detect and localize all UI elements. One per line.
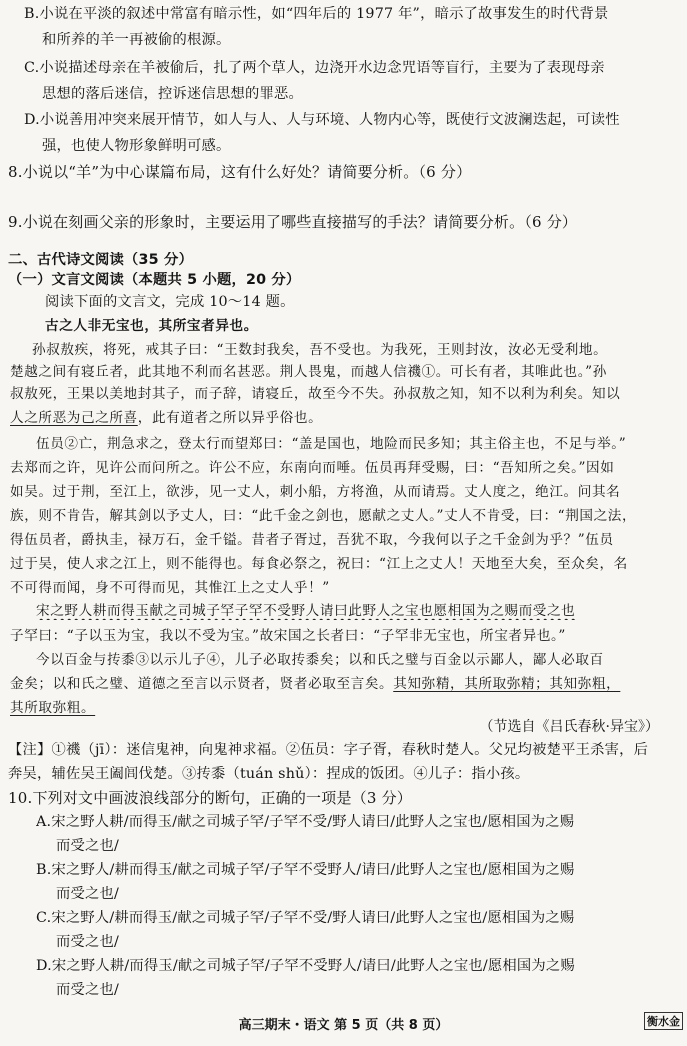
passage-line: [10, 410, 679, 427]
passage-line: 子罕曰：“子以玉为宝，我以不受为宝。”故宋国之长者曰：“子罕非无宝也，所宝者异也。”: [10, 628, 566, 644]
passage-line: [10, 676, 679, 693]
option-a-line1: A.宋之野人耕/而得玉/献之司城子罕/子罕不受/野人请曰/此野人之宝也/愿相国为之赐: [36, 814, 575, 830]
passage-line: 族，则不肯告，解其剑以予丈人，曰：“此千金之剑也，愿献之丈人。”丈人不肯受，曰：“荆国之法，: [10, 508, 637, 524]
option-c-line1: C.小说描述母亲在羊被偷后，扎了两个草人，边浇开水边念咒语等盲行，主要为了表现母亲: [24, 60, 605, 76]
passage-line: 过于吴，使人求之江上，则不能得也。每食必祭之，祝曰：“江上之丈人！天地至大矣，至众矣，名: [10, 556, 628, 572]
passage-line: 叔敖死，王果以美地封其子，而子辞，请寝丘，故至今不失。孙叔敖之知，知不以利为利矣。知以: [10, 386, 621, 402]
option-b-line2: 和所养的羊一再被偷的根源。: [42, 32, 231, 48]
passage-line: 古之人非无宝也，其所宝者异也。: [45, 318, 258, 334]
passage-line: [10, 700, 679, 717]
passage-line: 楚越之间有寝丘者，此其地不利而名甚恶。荆人畏鬼，而越人信禨①。可长有者，其唯此也。”孙: [10, 364, 607, 380]
option-b-line2: 而受之也/: [56, 886, 120, 902]
passage-text: 金矣；以和氏之璧、道德之至言以示贤者，贤者必取至言矣。: [10, 676, 394, 692]
passage-source: （节选自《吕氏春秋·异宝》）: [479, 719, 659, 735]
passage-line: 今以百金与抟黍③以示儿子④，儿子必取抟黍矣；以和氏之璧与百金以示鄙人，鄙人必取百: [36, 652, 604, 668]
option-d-line2: 强，也使人物形象鲜明可感。: [42, 138, 231, 154]
wavy-underlined-sentence: 宋之野人耕而得玉献之司城子罕子罕不受野人请曰此野人之宝也愿相国为之赐而受之也: [36, 603, 576, 619]
passage-line: 去郑而之许，见许公而问所之。许公不应，东南向而唾。伍员再拜受赐，曰：“吾知所之矣。”因如: [10, 460, 615, 476]
annotation-line2: 奔吴，辅佐吴王阖闾伐楚。③抟黍（tuán shǔ）：捏成的饭团。④儿子：指小孩。: [8, 766, 530, 782]
publisher-stamp: 衡水金: [644, 1012, 683, 1030]
passage-line: 得伍员者，爵执圭，禄万石，金千镒。昔者子胥过，吾犹不取，今我何以子之千金剑为乎？”伍员: [10, 532, 614, 548]
option-a-line2: 而受之也/: [56, 838, 120, 854]
underlined-sentence: 人之所恶为己之所喜: [10, 410, 138, 426]
option-c-line1: C.宋之野人/耕而得玉/献之司城子罕/子罕不受/野人请曰/此野人之宝也/愿相国为之赐: [36, 910, 575, 926]
question-9: 9.小说在刻画父亲的形象时，主要运用了哪些直接描写的手法？请简要分析。（6 分）: [8, 214, 578, 231]
section-heading-classical: 二、古代诗文阅读（35 分）: [8, 252, 193, 268]
option-d-line2: 而受之也/: [56, 982, 120, 998]
underlined-sentence: 其知弥精，其所取弥精；其知弥粗，: [393, 676, 621, 692]
passage-line-wavy: [36, 603, 679, 620]
passage-instruction: 阅读下面的文言文，完成 10～14 题。: [45, 294, 295, 310]
passage-line: 孙叔敖疾，将死，戒其子曰：“王数封我矣，吾不受也。为我死，王则封汝，汝必无受利地。: [32, 342, 608, 358]
page-footer: 高三期末・语文 第 5 页（共 8 页）: [238, 1018, 449, 1033]
option-c-line2: 而受之也/: [56, 934, 120, 950]
option-b-line1: B.小说在平淡的叙述中常富有暗示性，如“四年后的 1977 年”，暗示了故事发生的时代背景: [24, 6, 609, 22]
underlined-sentence: 其所取弥粗。: [10, 700, 96, 716]
option-d-line1: D.宋之野人耕/而得玉/献之司城子罕/子罕不受野人/请曰/此野人之宝也/愿相国为之赐: [36, 958, 575, 974]
subsection-heading-wenyan: （一）文言文阅读（本题共 5 小题，20 分）: [8, 272, 301, 288]
annotation-line1: 【注】①禨（jī）：迷信鬼神，向鬼神求福。②伍员：字子胥，春秋时楚人。父兄均被楚平王杀害，后: [8, 742, 649, 758]
question-10: 10.下列对文中画波浪线部分的断句，正确的一项是（3 分）: [8, 790, 412, 807]
question-8: 8.小说以“羊”为中心谋篇布局，这有什么好处？请简要分析。（6 分）: [8, 164, 472, 181]
option-b-line1: B.宋之野人/耕而得玉/献之司城子罕/子罕不受野人/请曰/此野人之宝也/愿相国为之赐: [36, 862, 575, 878]
passage-line: 伍员②亡，荆急求之，登太行而望郑曰：“盖是国也，地险而民多知；其主俗主也，不足与举。”: [36, 436, 627, 452]
passage-text: ，此有道者之所以异乎俗也。: [137, 410, 323, 426]
option-c-line2: 思想的落后迷信，控诉迷信思想的罪恶。: [42, 86, 303, 102]
passage-line: 如吴。过于荆，至江上，欲涉，见一丈人，刺小船，方将渔，从而请焉。丈人度之，绝江。问其名: [10, 484, 621, 500]
passage-line: 不可得而闻，身不可得而见，其惟江上之丈人乎！”: [10, 580, 330, 596]
option-d-line1: D.小说善用冲突来展开情节，如人与人、人与环境、人物内心等，既使行文波澜迭起，可读性: [24, 112, 620, 128]
